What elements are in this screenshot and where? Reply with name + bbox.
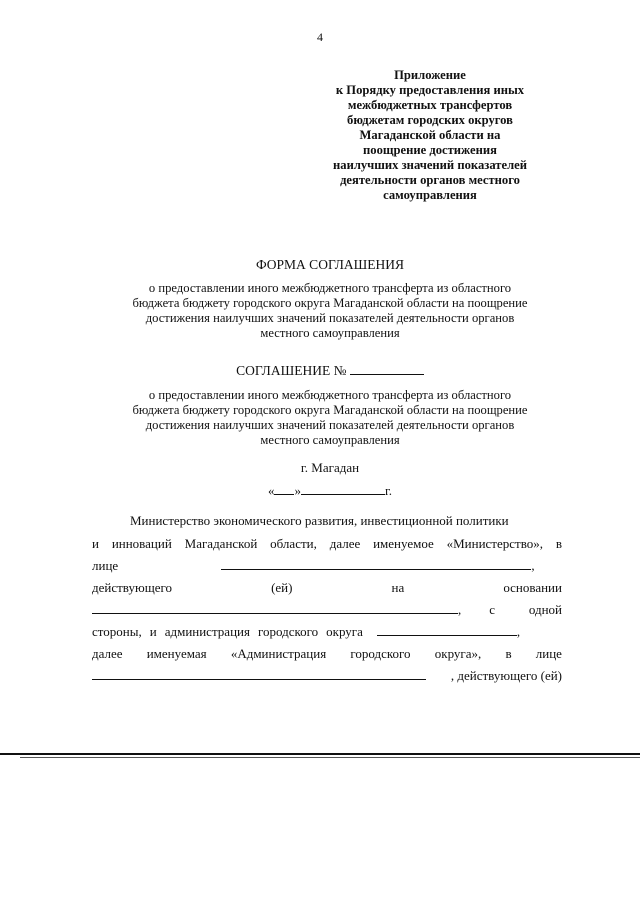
appendix-line: Приложение — [394, 68, 466, 82]
date-line — [70, 483, 590, 498]
form-subtitle — [70, 281, 590, 341]
word: далее — [92, 646, 123, 661]
appendix-line: поощрение достижения — [363, 143, 497, 157]
word: «Министерство», — [446, 536, 543, 551]
word: , — [458, 602, 462, 617]
word: инноваций — [111, 536, 172, 551]
form-subtitle-line: местного самоуправления — [260, 326, 400, 340]
agreement-title: СОГЛАШЕНИЕ № — [236, 363, 347, 378]
appendix-header — [300, 68, 560, 203]
date-close-quote: » — [294, 483, 301, 498]
form-subtitle-line: о предоставлении иного межбюджетного трансферта из областного — [148, 281, 512, 295]
word: (ей) — [271, 580, 293, 595]
word: области, — [270, 536, 317, 551]
word: стороны, — [92, 624, 142, 639]
body-line-5 — [92, 602, 562, 620]
body-line-3 — [92, 558, 562, 576]
word: , действующего (ей) — [450, 668, 562, 683]
body-line-2 — [92, 536, 562, 554]
word: с — [489, 602, 496, 617]
word: городского — [350, 646, 411, 661]
appendix-line: деятельности органов местного — [340, 173, 520, 187]
agreement-number-field[interactable] — [350, 363, 424, 375]
word: именуемое — [373, 536, 434, 551]
word: «Администрация — [230, 646, 327, 661]
ministry-representative-field[interactable] — [221, 558, 531, 570]
form-subtitle-line: достижения наилучших значений показателей деятельности органов — [145, 311, 515, 325]
agreement-subtitle — [70, 388, 590, 448]
word: администрация — [164, 624, 250, 639]
word: городского — [257, 624, 319, 639]
word: именуемая — [146, 646, 207, 661]
word: в — [505, 646, 512, 661]
word: на — [391, 580, 405, 595]
body-line-1: Министерство экономического развития, инвестиционной политики — [130, 513, 509, 528]
ministry-basis-field[interactable] — [92, 602, 458, 614]
date-day-field[interactable] — [274, 483, 294, 495]
date-open-quote: « — [267, 483, 275, 498]
word: , — [516, 624, 521, 639]
word: округа», — [434, 646, 482, 661]
administration-representative-field[interactable] — [92, 668, 426, 680]
agreement-heading — [70, 363, 590, 378]
agreement-subtitle-line: о предоставлении иного межбюджетного трансферта из областного — [148, 388, 512, 402]
word: далее — [329, 536, 361, 551]
city-label: г. Магадан — [300, 460, 360, 475]
date-year-suffix: г. — [384, 483, 393, 498]
agreement-subtitle-line: достижения наилучших значений показателей деятельности органов — [145, 418, 515, 432]
body-line-6 — [92, 624, 562, 642]
word: в — [555, 536, 562, 551]
form-heading: ФОРМА СОГЛАШЕНИЯ — [255, 257, 405, 272]
agreement-subtitle-line: бюджета бюджету городского округа Магаданской области на поощрение — [132, 403, 528, 417]
footer-rule — [0, 753, 640, 755]
appendix-line: к Порядку предоставления иных — [335, 83, 525, 97]
body-line-8 — [92, 668, 562, 686]
word: и — [92, 536, 99, 551]
word: округа — [326, 624, 363, 639]
form-subtitle-line: бюджета бюджету городского округа Магаданской области на поощрение — [132, 296, 528, 310]
word: действующего — [92, 580, 172, 595]
word: Магаданской — [184, 536, 258, 551]
word: основании — [503, 580, 562, 595]
body-line-4 — [92, 580, 562, 598]
appendix-line: межбюджетных трансфертов — [347, 98, 513, 112]
appendix-line: бюджетам городских округов — [347, 113, 513, 127]
city-district-field[interactable] — [377, 624, 517, 636]
appendix-line: самоуправления — [383, 188, 477, 202]
agreement-subtitle-line: местного самоуправления — [260, 433, 400, 447]
appendix-line: наилучших значений показателей — [333, 158, 527, 172]
word: лице — [92, 558, 119, 573]
word: лице — [535, 646, 562, 661]
page-number: 4 — [317, 30, 323, 44]
footer-rule — [20, 757, 640, 758]
body-line-7 — [92, 646, 562, 664]
appendix-line: Магаданской области на — [359, 128, 501, 142]
word: и — [149, 624, 157, 639]
word: одной — [528, 602, 562, 617]
word: , — [531, 558, 535, 573]
date-month-field[interactable] — [301, 483, 385, 495]
